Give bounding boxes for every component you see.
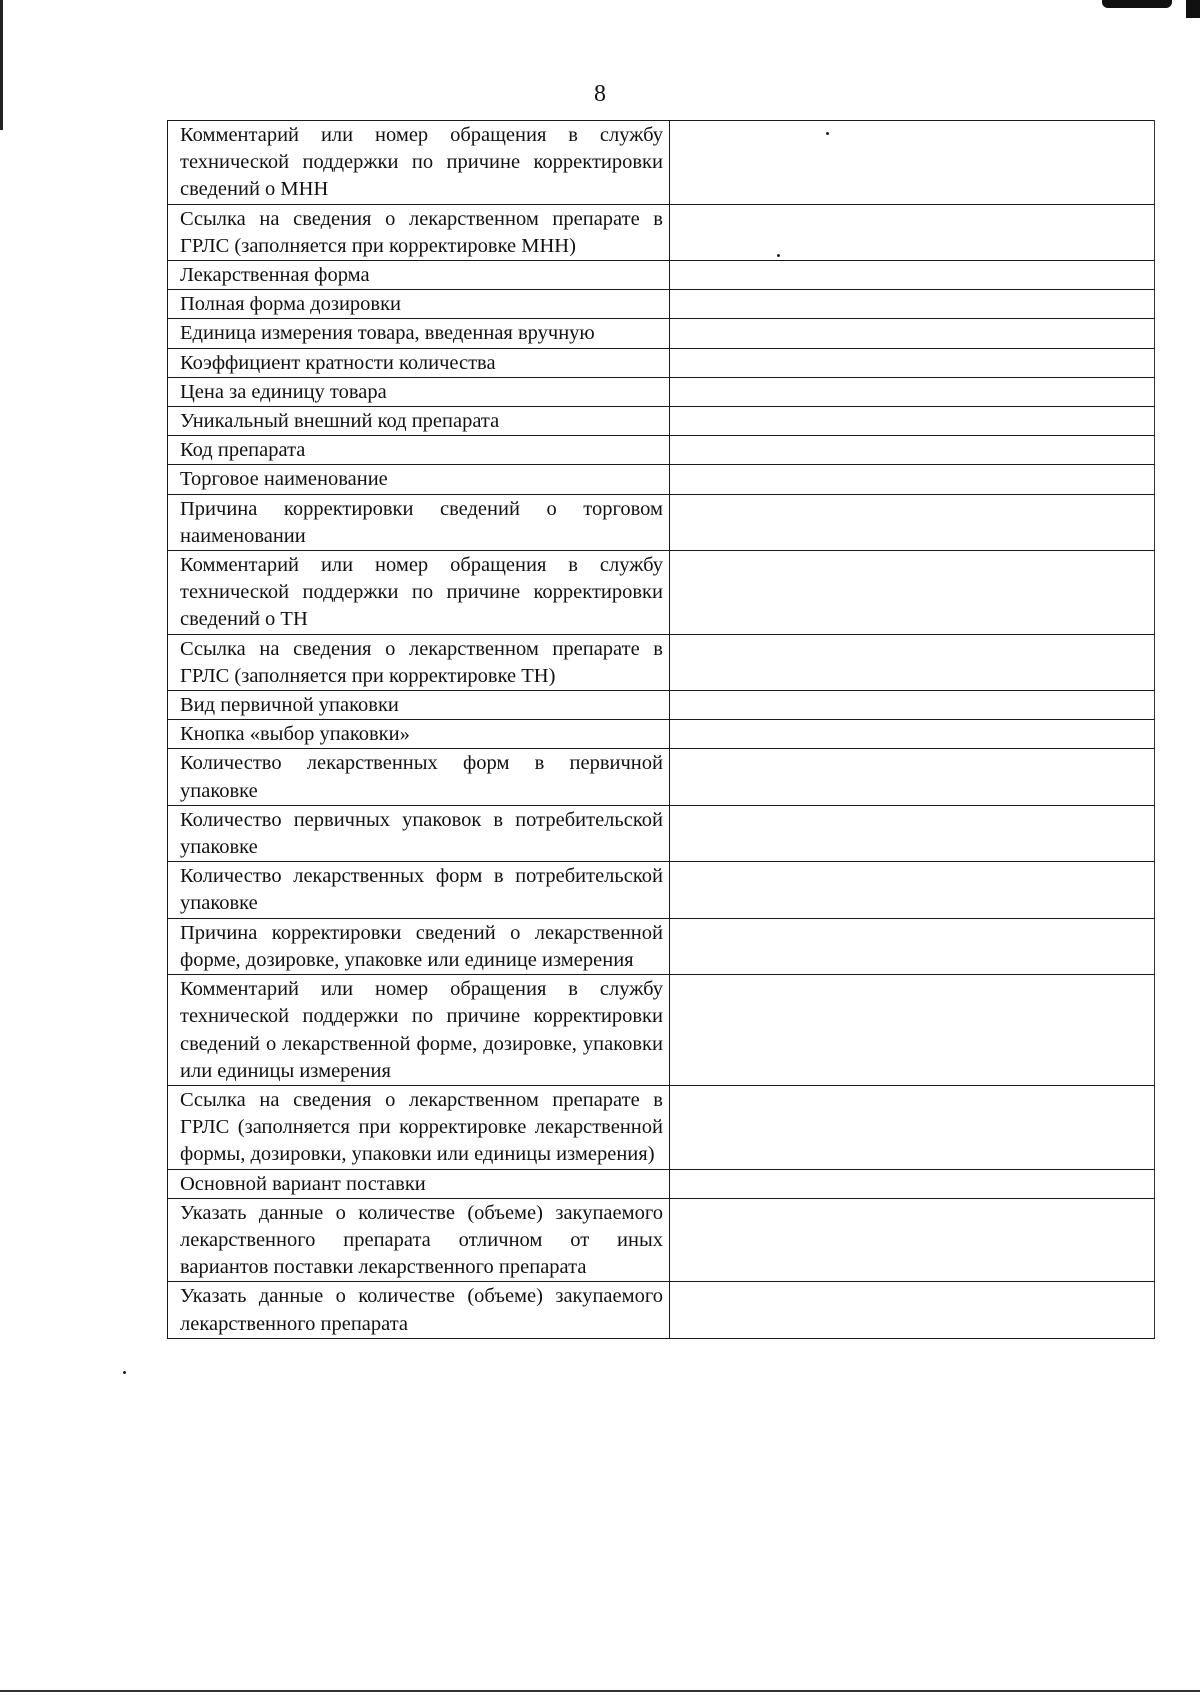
field-label: Полная форма дозировки bbox=[168, 290, 670, 319]
field-value bbox=[670, 436, 1155, 465]
scan-edge-corner bbox=[1186, 0, 1200, 18]
fields-table-body bbox=[168, 121, 1155, 1339]
scan-edge-left bbox=[0, 0, 3, 130]
field-value bbox=[670, 805, 1155, 861]
table-row bbox=[168, 407, 1155, 436]
field-label: Уникальный внешний код препарата bbox=[168, 407, 670, 436]
field-value bbox=[670, 377, 1155, 406]
field-label: Цена за единицу товара bbox=[168, 377, 670, 406]
field-value bbox=[670, 494, 1155, 550]
field-label: Лекарственная форма bbox=[168, 261, 670, 290]
field-value bbox=[670, 749, 1155, 805]
table-row bbox=[168, 377, 1155, 406]
field-label: Основной вариант поставки bbox=[168, 1169, 670, 1198]
field-value bbox=[670, 204, 1155, 260]
table-row bbox=[168, 1169, 1155, 1198]
field-label: Комментарий или номер обращения в службу технической поддержки по причине корректировки сведений о лекарственной форме, дозировке, упаковки или единицы измерения bbox=[168, 975, 670, 1086]
field-label: Комментарий или номер обращения в службу технической поддержки по причине корректировки сведений о МНН bbox=[168, 121, 670, 205]
field-label: Указать данные о количестве (объеме) закупаемого лекарственного препарата bbox=[168, 1282, 670, 1338]
field-label: Ссылка на сведения о лекарственном препарате в ГРЛС (заполняется при корректировке лекарственной формы, дозировки, упаковки или единицы измерения) bbox=[168, 1085, 670, 1169]
table-row bbox=[168, 975, 1155, 1086]
table-row bbox=[168, 436, 1155, 465]
field-value bbox=[670, 465, 1155, 494]
table-row bbox=[168, 348, 1155, 377]
field-label: Код препарата bbox=[168, 436, 670, 465]
table-row bbox=[168, 121, 1155, 205]
table-row bbox=[168, 691, 1155, 720]
field-value bbox=[670, 290, 1155, 319]
field-value bbox=[670, 918, 1155, 974]
table-row bbox=[168, 805, 1155, 861]
table-row bbox=[168, 290, 1155, 319]
table-row bbox=[168, 261, 1155, 290]
field-label: Кнопка «выбор упаковки» bbox=[168, 720, 670, 749]
field-label: Ссылка на сведения о лекарственном препарате в ГРЛС (заполняется при корректировке ТН) bbox=[168, 634, 670, 690]
table-row bbox=[168, 1198, 1155, 1282]
field-label: Торговое наименование bbox=[168, 465, 670, 494]
field-value bbox=[670, 348, 1155, 377]
table-row bbox=[168, 634, 1155, 690]
table-row bbox=[168, 204, 1155, 260]
table-row bbox=[168, 494, 1155, 550]
field-value bbox=[670, 1282, 1155, 1338]
field-value bbox=[670, 1085, 1155, 1169]
table-row bbox=[168, 749, 1155, 805]
field-label: Причина корректировки сведений о лекарственной форме, дозировке, упаковке или единице измерения bbox=[168, 918, 670, 974]
field-value bbox=[670, 319, 1155, 348]
table-row bbox=[168, 918, 1155, 974]
table-row bbox=[168, 720, 1155, 749]
field-value bbox=[670, 407, 1155, 436]
table-row bbox=[168, 551, 1155, 635]
field-label: Причина корректировки сведений о торговом наименовании bbox=[168, 494, 670, 550]
table-row bbox=[168, 1282, 1155, 1338]
field-label: Коэффициент кратности количества bbox=[168, 348, 670, 377]
field-label: Ссылка на сведения о лекарственном препарате в ГРЛС (заполняется при корректировке МНН) bbox=[168, 204, 670, 260]
field-label: Единица измерения товара, введенная вручную bbox=[168, 319, 670, 348]
field-value bbox=[670, 691, 1155, 720]
field-value bbox=[670, 551, 1155, 635]
field-label: Указать данные о количестве (объеме) закупаемого лекарственного препарата отличном от иных вариантов поставки лекарственного препарата bbox=[168, 1198, 670, 1282]
field-value bbox=[670, 121, 1155, 205]
scan-speck bbox=[777, 254, 780, 257]
field-value bbox=[670, 1198, 1155, 1282]
scan-edge-top bbox=[1102, 0, 1172, 8]
field-value bbox=[670, 1169, 1155, 1198]
field-label: Количество лекарственных форм в потребительской упаковке bbox=[168, 862, 670, 918]
field-value bbox=[670, 975, 1155, 1086]
table-row bbox=[168, 319, 1155, 348]
table-row bbox=[168, 1085, 1155, 1169]
page-number: 8 bbox=[594, 81, 606, 107]
field-value bbox=[670, 261, 1155, 290]
field-label: Количество первичных упаковок в потребительской упаковке bbox=[168, 805, 670, 861]
scan-edge-bottom bbox=[0, 1690, 1200, 1692]
fields-table bbox=[167, 120, 1155, 1339]
field-label: Количество лекарственных форм в первичной упаковке bbox=[168, 749, 670, 805]
table-row bbox=[168, 465, 1155, 494]
field-value bbox=[670, 720, 1155, 749]
scan-speck bbox=[123, 1371, 126, 1374]
field-value bbox=[670, 862, 1155, 918]
scan-speck bbox=[826, 132, 829, 135]
field-label: Комментарий или номер обращения в службу технической поддержки по причине корректировки сведений о ТН bbox=[168, 551, 670, 635]
field-label: Вид первичной упаковки bbox=[168, 691, 670, 720]
field-value bbox=[670, 634, 1155, 690]
table-row bbox=[168, 862, 1155, 918]
